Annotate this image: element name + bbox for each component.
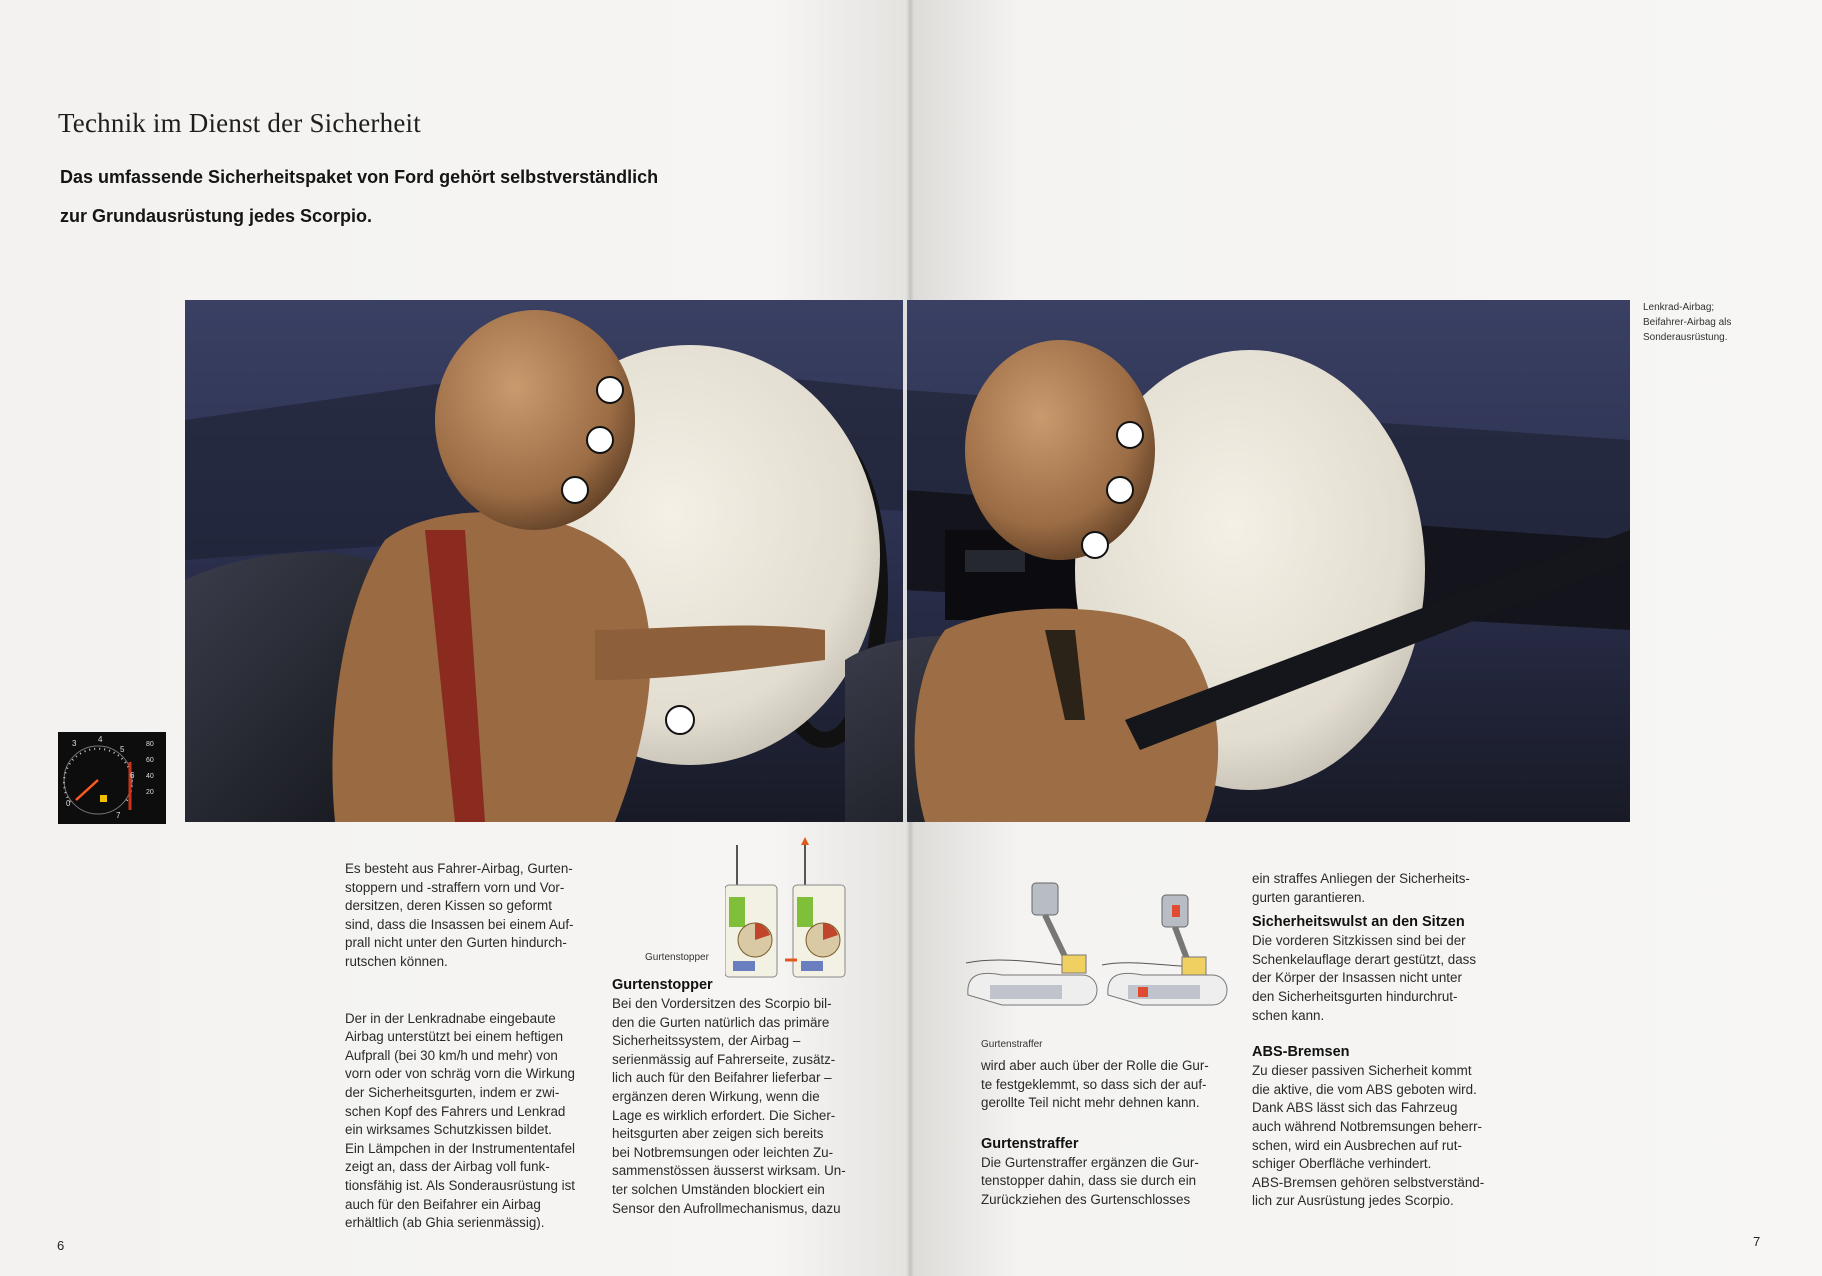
text-line: tenstopper dahin, dass sie durch ein — [981, 1173, 1197, 1189]
lead-line: Das umfassende Sicherheitspaket von Ford gehört selbstverständlich — [60, 167, 659, 187]
gurtenstraffer-diagram — [962, 875, 1232, 1040]
paragraph — [345, 860, 605, 972]
text-line: Airbag unterstützt bei einem heftigen — [345, 1029, 564, 1045]
text-column-4 — [1252, 870, 1527, 1211]
section-heading: Sicherheitswulst an den Sitzen — [1252, 914, 1465, 931]
seatbelt-retractor-icon — [725, 835, 865, 980]
lead-line: zur Grundausrüstung jedes Scorpio. — [60, 206, 373, 226]
text-line: tionsfähig ist. Als Sonderausrüstung ist — [345, 1177, 576, 1193]
page-number-right: 7 — [1753, 1234, 1761, 1249]
text-line: der Körper der Insassen nicht unter — [1252, 970, 1462, 986]
text-line: gerollte Teil nicht mehr dehnen kann. — [981, 1095, 1200, 1111]
text-line: wird aber auch über der Rolle die Gur- — [981, 1058, 1209, 1073]
text-line: Ein Lämpchen in der Instrumententafel — [345, 1140, 576, 1156]
text-line: schen kann. — [1252, 1007, 1325, 1023]
gauge-number: 6 — [130, 771, 135, 780]
text-line: auch für den Beifahrer ein Airbag — [345, 1196, 541, 1212]
paragraph — [612, 995, 872, 1218]
gauge-scale: 80 — [146, 741, 154, 748]
text-column-3 — [981, 1057, 1246, 1210]
text-line: dersitzen, deren Kissen so geformt — [345, 898, 552, 914]
paragraph — [981, 1154, 1246, 1210]
page-title: Technik im Dienst der Sicherheit — [58, 108, 421, 138]
text-line: Die Gurtenstraffer ergänzen die Gur- — [981, 1154, 1199, 1170]
gauge-scale: 20 — [146, 789, 154, 796]
text-line: Es besteht aus Fahrer-Airbag, Gurten- — [345, 861, 573, 876]
text-line: zeigt an, dass der Airbag voll funk- — [345, 1159, 550, 1175]
text-line: stoppern und -straffern vorn und Vor- — [345, 879, 565, 895]
text-line: ein wirksames Schutzkissen bildet. — [345, 1122, 552, 1138]
text-line: sind, dass die Insassen bei einem Auf- — [345, 916, 574, 932]
text-line: lich zur Ausrüstung jedes Scorpio. — [1252, 1193, 1454, 1209]
text-column-2 — [612, 976, 872, 1218]
gauge-number: 7 — [116, 811, 121, 820]
belt-tensioner-icon — [962, 875, 1232, 1035]
text-line: den die Gurten natürlich das primäre — [612, 1014, 830, 1030]
paragraph — [1252, 932, 1527, 1025]
text-line: auch während Notbremsungen beherr- — [1252, 1118, 1483, 1134]
tachometer-icon — [58, 732, 166, 824]
photo-caption — [1643, 300, 1763, 345]
text-column-1 — [345, 860, 605, 1233]
paragraph — [345, 1010, 605, 1233]
text-line: vorn oder von schräg vorn die Wirkung — [345, 1066, 575, 1082]
text-line: ABS-Bremsen gehören selbstverständ- — [1252, 1174, 1485, 1190]
text-line: die aktive, die vom ABS geboten wird. — [1252, 1081, 1477, 1097]
text-line: Aufprall (bei 30 km/h und mehr) von — [345, 1047, 558, 1063]
paragraph — [1252, 870, 1527, 907]
instrument-gauge-image — [58, 732, 166, 824]
text-line: sammenstössen äusserst wirksam. Un- — [612, 1163, 846, 1179]
text-line: schen, wird ein Ausbrechen auf rut- — [1252, 1137, 1462, 1153]
paragraph — [981, 1057, 1246, 1113]
text-line: schen Kopf des Fahrers und Lenkrad — [345, 1103, 566, 1119]
text-line: heitsgurten aber zeigen sich bereits — [612, 1126, 824, 1142]
text-line: Sicherheitssystem, der Airbag – — [612, 1033, 801, 1049]
text-line: Schenkelauflage derart gestützt, dass — [1252, 951, 1477, 967]
text-line: bei Notbremsungen oder leichten Zu- — [612, 1144, 834, 1160]
text-line: schiger Oberfläche verhindert. — [1252, 1156, 1432, 1172]
text-line: lich auch für den Beifahrer lieferbar – — [612, 1070, 832, 1086]
caption-line: Beifahrer-Airbag als — [1643, 317, 1732, 328]
airbag-photo-illustration — [185, 300, 1630, 822]
text-line: Die vorderen Sitzkissen sind bei der — [1252, 933, 1466, 949]
text-line: ter solchen Umständen blockiert ein — [612, 1181, 825, 1197]
text-line: Zu dieser passiven Sicherheit kommt — [1252, 1063, 1472, 1079]
diagram-caption: Gurtenstraffer — [981, 1039, 1043, 1050]
caption-line: Sonderausrüstung. — [1643, 332, 1728, 343]
text-line: ein straffes Anliegen der Sicherheits- — [1252, 871, 1470, 886]
text-line: prall nicht unter den Gurten hindurch- — [345, 935, 567, 951]
section-heading: ABS-Bremsen — [1252, 1044, 1350, 1061]
text-line: serienmässig auf Fahrerseite, zusätz- — [612, 1051, 836, 1067]
text-line: Bei den Vordersitzen des Scorpio bil- — [612, 996, 832, 1011]
page-number-left: 6 — [57, 1238, 65, 1253]
diagram-caption: Gurtenstopper — [645, 952, 709, 963]
text-line: Lage es wirklich erfordert. Die Sicher- — [612, 1107, 836, 1123]
text-line: erhältlich (ab Ghia serienmässig). — [345, 1215, 545, 1231]
text-line: Sensor den Aufrollmechanismus, dazu — [612, 1200, 841, 1216]
text-line: ergänzen deren Wirkung, wenn die — [612, 1088, 820, 1104]
text-line: gurten garantieren. — [1252, 889, 1366, 905]
text-line: te festgeklemmt, so dass sich der auf- — [981, 1076, 1207, 1092]
airbag-photo — [185, 300, 1630, 822]
section-heading: Gurtenstraffer — [981, 1135, 1079, 1152]
gauge-number: 5 — [120, 745, 125, 754]
gauge-number: 4 — [98, 735, 103, 744]
gurtenstopper-diagram — [725, 835, 865, 985]
caption-line: Lenkrad-Airbag; — [1643, 302, 1715, 313]
gauge-scale: 60 — [146, 757, 154, 764]
text-line: Der in der Lenkradnabe eingebaute — [345, 1010, 556, 1026]
gauge-number: 0 — [66, 799, 71, 808]
paragraph — [1252, 1062, 1527, 1211]
text-line: rutschen können. — [345, 953, 448, 969]
gauge-scale: 40 — [146, 773, 154, 780]
gauge-number: 3 — [72, 739, 77, 748]
text-line: der Sicherheitsgurten, indem er zwi- — [345, 1084, 560, 1100]
text-line: Dank ABS lässt sich das Fahrzeug — [1252, 1100, 1458, 1116]
text-line: Zurückziehen des Gurtenschlosses — [981, 1191, 1191, 1207]
section-heading: Gurtenstopper — [612, 977, 713, 993]
lead-text — [60, 158, 760, 236]
text-line: den Sicherheitsgurten hindurchrut- — [1252, 988, 1458, 1004]
